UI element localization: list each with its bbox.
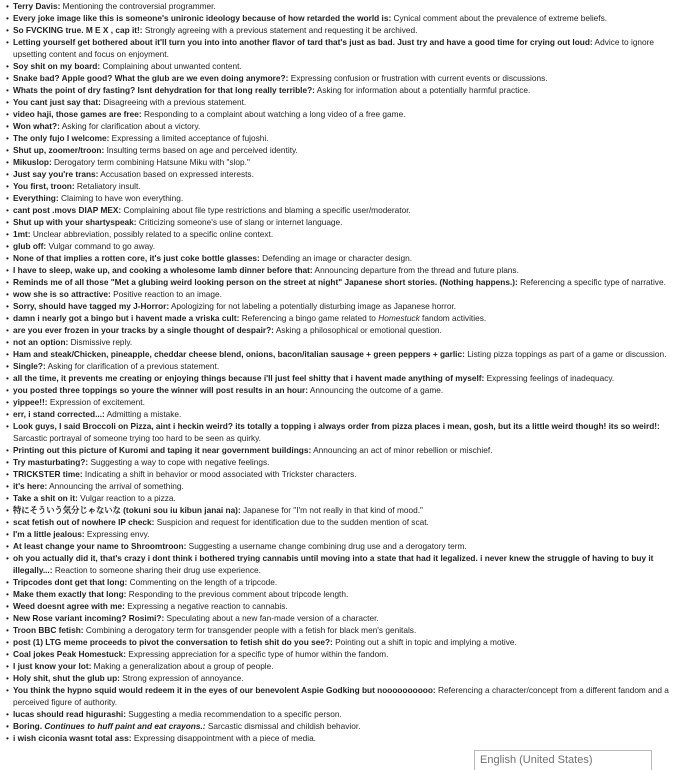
list-item [4,264,670,276]
item-term: are you ever frozen in your tracks by a single thought of despair?: [13,325,274,335]
item-description: Sarcastic portrayal of someone trying too hard to be seen as quirky. [13,433,261,443]
item-description: Vulgar reaction to a pizza. [80,493,176,503]
list-item [4,132,670,144]
item-description: Making a generalization about a group of people. [93,661,274,671]
list-item [4,60,670,72]
item-term: yippee!!: [13,397,48,407]
item-term: Won what?: [13,121,60,131]
item-term: I just know your lot: [13,661,92,671]
item-description: Derogatory term combining Hatsune Miku with "slop." [54,157,250,167]
item-term: Tripcodes dont get that long: [13,577,128,587]
list-item [4,276,670,288]
item-description: Indicating a shift in behavior or mood associated with Trickster characters. [84,469,357,479]
list-item [4,612,670,624]
list-item [4,624,670,636]
list-item [4,144,670,156]
item-description: Disagreeing with a previous statement. [103,97,247,107]
item-description: Asking a philosophical or emotional question. [275,325,442,335]
item-description: Combining a derogatory term for transgender people with a fetish for black men's genitals. [85,625,417,635]
list-item [4,108,670,120]
item-term: video haji, those games are free: [13,109,142,119]
list-item [4,576,670,588]
item-term: You think the hypno squid would redeem it in the eyes of our benevolent Aspie Godking but noooooooooo: [13,685,436,695]
item-description: Expressing a negative reaction to cannabis. [127,601,288,611]
list-item [4,384,670,396]
item-term: You first, troon: [13,181,75,191]
item-description: Apologizing for not labeling a potentially disturbing image as Japanese horror. [171,301,457,311]
item-description: Pointing out a shift in topic and implying a motive. [335,637,517,647]
item-term: TRICKSTER time: [13,469,83,479]
list-item [4,732,670,744]
item-description: Strongly agreeing with a previous statement and requesting it be archived. [144,25,418,35]
item-description-tail: fandom activities. [422,313,487,323]
item-description: Suggesting a media recommendation to a specific person. [128,709,342,719]
item-description: Referencing a specific type of narrative. [520,277,666,287]
list-item [4,552,670,576]
item-term: So FVCKING true. M E X , cap it!: [13,25,143,35]
list-item [4,96,670,108]
item-term-italic: Continues to huff paint and eat crayons.: [44,721,206,731]
list-item [4,720,670,732]
list-item [4,504,670,516]
list-item [4,372,670,384]
item-term: At least change your name to Shroomtroon: [13,541,187,551]
item-description: Responding to a complaint about watching a long video of a free game. [143,109,406,119]
item-description: Complaining about unwanted content. [102,61,242,71]
item-term: cant post .movs DIAP MEX: [13,205,122,215]
list-item [4,408,670,420]
item-description: Complaining about file type restrictions and blaming a specific user/moderator. [123,205,411,215]
item-term: Everything: [13,193,59,203]
list-item [4,24,670,36]
item-description: Expressing envy. [86,529,150,539]
item-term: damn i nearly got a bingo but i havent made a vriska cult: [13,313,240,323]
item-description: Defending an image or character design. [262,253,413,263]
list-item [4,516,670,528]
list-item [4,600,670,612]
item-description: Announcing the arrival of something. [49,481,184,491]
language-selector[interactable]: English (United States) [474,750,652,770]
item-term: not an option: [13,337,69,347]
item-term: Snake bad? Apple good? What the glub are we even doing anymore?: [13,73,289,83]
item-description: Commenting on the length of a tripcode. [129,577,278,587]
list-item [4,72,670,84]
item-description: Dismissive reply. [70,337,133,347]
list-item [4,684,670,708]
item-term: Shut up, zoomer/troon: [13,145,105,155]
item-term: Mikuslop: [13,157,52,167]
item-term: glub off: [13,241,47,251]
item-description: Announcing an act of minor rebellion or mischief. [313,445,493,455]
item-description: Asking for information about a potentially harmful practice. [316,85,531,95]
item-term: Holy shit, shut the glub up: [13,673,120,683]
item-term: Reminds me of all those "Met a glubing weird looking person on the street at night" Japanese short stories. (Nothing happens.): [13,277,518,287]
list-item [4,360,670,372]
item-description: Cynical comment about the prevalence of extreme beliefs. [393,13,608,23]
item-term: it's here: [13,481,48,491]
item-description: Mentioning the controversial programmer. [62,1,216,11]
item-description: Referencing a character/concept from a different fandom and a perceived figure of authority. [13,685,669,707]
list-item [4,300,670,312]
bullet-list [4,0,670,744]
list-item [4,36,670,60]
item-term: Single?: [13,361,46,371]
list-item [4,528,670,540]
item-description: Expression of excitement. [49,397,145,407]
list-item [4,120,670,132]
list-item [4,156,670,168]
list-item [4,396,670,408]
list-item [4,204,670,216]
item-description: Retaliatory insult. [76,181,141,191]
item-term: Try masturbating?: [13,457,89,467]
list-item [4,540,670,552]
item-description: Expressing appreciation for a specific type of humor within the fandom. [128,649,389,659]
item-description: Positive reaction to an image. [113,289,222,299]
item-term: Printing out this picture of Kuromi and taping it near government buildings: [13,445,312,455]
item-term: I have to sleep, wake up, and cooking a wholesome lamb dinner before that: [13,265,313,275]
list-item [4,444,670,456]
list-item [4,216,670,228]
item-description: Asking for clarification about a victory. [61,121,201,131]
item-term: I'm a little jealous: [13,529,85,539]
item-term: err, i stand corrected...: [13,409,105,419]
item-term: You cant just say that: [13,97,101,107]
item-term: Look guys, I said Broccoli on Pizza, aint i heckin weird? its totally a topping i always order from pizza places i mean, gosh, but its a little weird though! its so weird!: [13,421,660,431]
item-description-italic: Homestuck [378,313,420,323]
list-item [4,192,670,204]
item-description: Admitting a mistake. [106,409,182,419]
item-description: Reaction to someone sharing their drug use experience. [54,565,261,575]
item-term: 特にそういう気分じゃないな (tokuni sou iu kibun janai na): [13,505,241,515]
item-description: Asking for clarification of a previous statement. [47,361,220,371]
item-description: Vulgar command to go away. [48,241,156,251]
item-description: Announcing departure from the thread and future plans. [314,265,519,275]
item-term: i wish ciconia wasnt total ass: [13,733,132,743]
item-term: 1mt: [13,229,31,239]
item-description: Announcing the outcome of a game. [309,385,444,395]
item-description: Claiming to have won everything. [60,193,184,203]
item-term: Just say you're trans: [13,169,99,179]
item-term: Terry Davis: [13,1,61,11]
list-item [4,12,670,24]
item-term: Weed doesnt agree with me: [13,601,125,611]
item-description: Unclear abbreviation, possibly related to a specific online context. [32,229,274,239]
list-item [4,420,670,444]
item-description: Advice to ignore upsetting content and focus on enjoyment. [13,37,655,59]
list-item [4,312,670,324]
item-term: all the time, it prevents me creating or enjoying things because i'll just feel shitty that i havent made anything of myself: [13,373,485,383]
item-description: Sarcastic dismissal and childish behavior. [207,721,361,731]
item-term: Letting yourself get bothered about it'll turn you into into another flavor of tard that's just as bad. Just try and have a good time for crying out loud: [13,37,593,47]
list-item [4,456,670,468]
item-term: Make them exactly that long: [13,589,127,599]
list-item [4,588,670,600]
item-term: you posted three toppings so youre the winner will post results in an hour: [13,385,309,395]
item-description: Expressing disappointment with a piece of media. [133,733,316,743]
item-description: Suspicion and request for identification due to the sudden mention of scat. [156,517,429,527]
item-term: post (1) LTG meme proceeds to pivot the conversation to fetish shit do you see?: [13,637,333,647]
item-description: Japanese for "I'm not really in that kind of mood." [243,505,423,515]
item-description: Accusation based on expressed interests. [100,169,254,179]
item-term: Sorry, should have tagged my J-Horror: [13,301,170,311]
list-item [4,492,670,504]
list-item [4,636,670,648]
list-item [4,168,670,180]
item-term: oh you actually did it, that's crazy i dont think i bothered trying cannabis until moving into a state that had it legalized. i never knew the struggle of having to buy it illegally...: [13,553,654,575]
item-term: Every joke image like this is someone's unironic ideology because of how retarded the world is: [13,13,392,23]
item-term: Soy shit on my board: [13,61,101,71]
item-term: scat fetish out of nowhere IP check: [13,517,155,527]
item-description: Referencing a bingo game related to [241,313,376,323]
list-item [4,660,670,672]
item-description: Responding to the previous comment about tripcode length. [128,589,349,599]
item-term: Coal jokes Peak Homestuck: [13,649,126,659]
item-term: Shut up with your shartyspeak: [13,217,137,227]
item-term: lucas should read higurashi: [13,709,126,719]
item-description: Expressing a limited acceptance of fujoshi. [111,133,269,143]
list-item [4,0,670,12]
item-term: Troon BBC fetish: [13,625,84,635]
item-description: Strong expression of annoyance. [122,673,244,683]
list-item [4,336,670,348]
list-item [4,672,670,684]
item-description: Expressing feelings of inadequacy. [486,373,615,383]
item-term: The only fujo I welcome: [13,133,110,143]
list-item [4,252,670,264]
list-item [4,480,670,492]
list-item [4,348,670,360]
item-term: wow she is so attractive: [13,289,111,299]
item-description: Suggesting a username change combining drug use and a derogatory term. [188,541,467,551]
item-description: Speculating about a new fan-made version of a character. [166,613,379,623]
list-item [4,240,670,252]
item-term: Whats the point of dry fasting? Isnt dehydration for that long really terrible?: [13,85,315,95]
list-item [4,708,670,720]
list-item [4,84,670,96]
item-description: Criticizing someone's use of slang or internet language. [138,217,343,227]
item-term: Take a shit on it: [13,493,78,503]
list-item [4,648,670,660]
item-term: None of that implies a rotten core, it's just coke bottle glasses: [13,253,260,263]
item-term: Ham and steak/Chicken, pineapple, cheddar cheese blend, onions, bacon/italian sausage + green peppers + garlic: [13,349,465,359]
item-description: Listing pizza toppings as part of a game or discussion. [467,349,667,359]
item-description: Expressing confusion or frustration with current events or discussions. [290,73,548,83]
list-item [4,288,670,300]
item-description: Suggesting a way to cope with negative feelings. [90,457,270,467]
list-item [4,468,670,480]
list-item [4,180,670,192]
item-description: Insulting terms based on age and perceived identity. [106,145,298,155]
item-term: New Rose variant incoming? Rosimi?: [13,613,165,623]
item-term: Boring. [13,721,43,731]
list-item [4,228,670,240]
list-item [4,324,670,336]
